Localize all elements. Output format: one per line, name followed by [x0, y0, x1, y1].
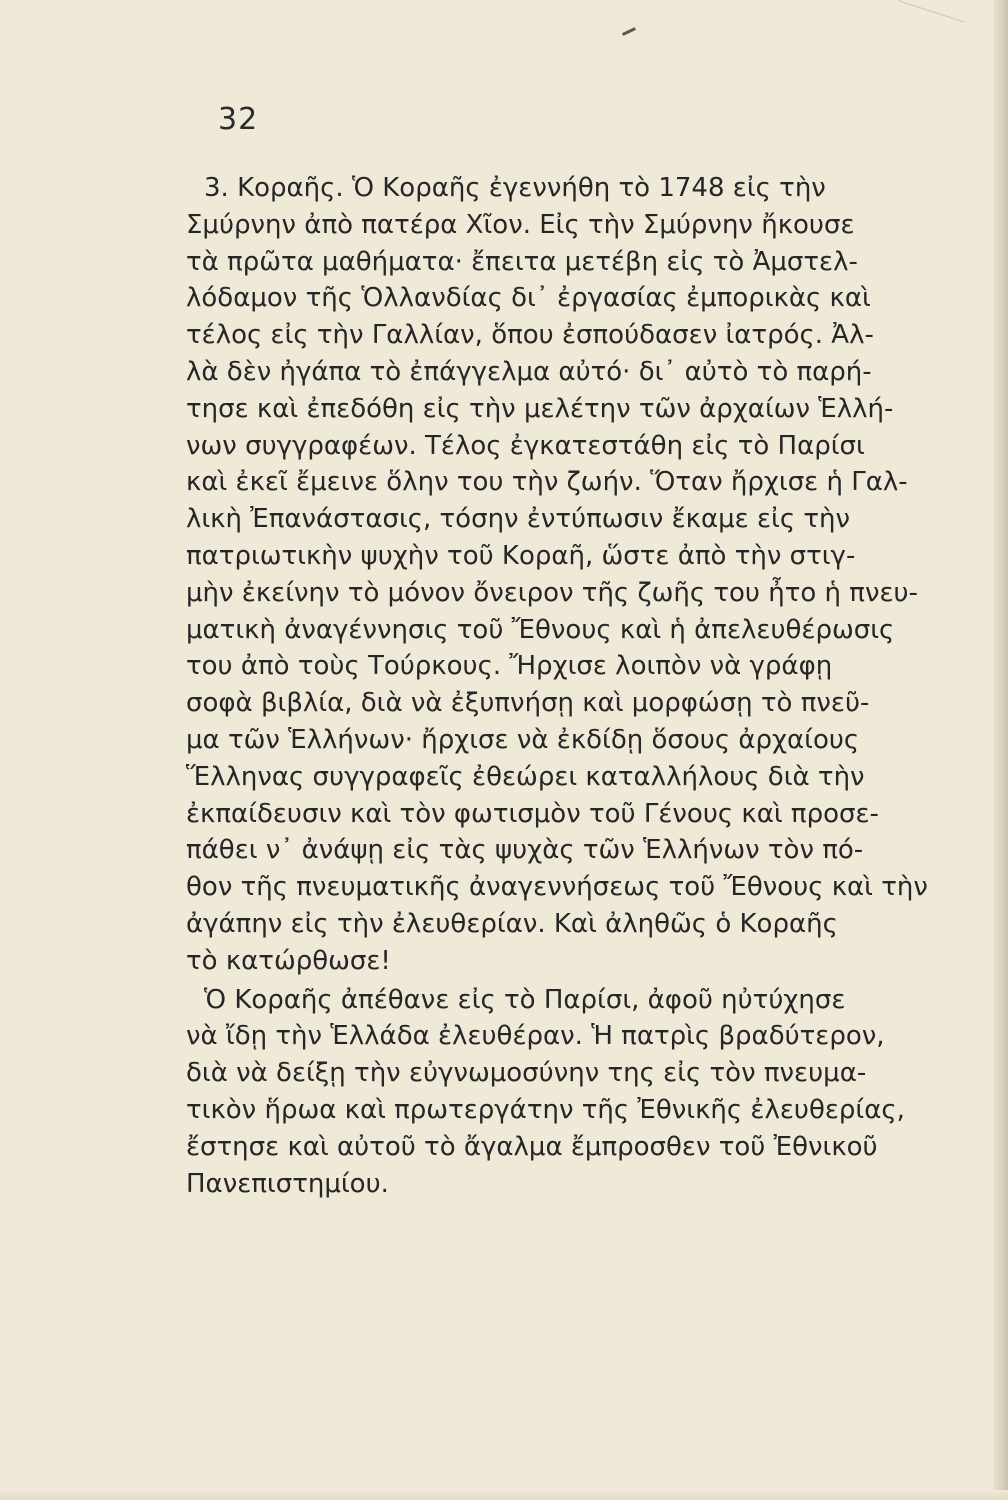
- text-line: καὶ ἐκεῖ ἔμεινε ὅλην του τὴν ζωήν. Ὅταν ἤρχισε ἡ Γαλ-: [186, 467, 908, 498]
- text-line: νων συγγραφέων. Τέλος ἐγκατεστάθη εἰς τὸ Παρίσι: [186, 430, 865, 461]
- text-line: 3. Κοραῆς. Ὁ Κοραῆς ἐγεννήθη τὸ 1748 εἰς τὴν: [204, 173, 826, 203]
- text-line: λὰ δὲν ἠγάπα τὸ ἐπάγγελμα αὐτό· δι᾽ αὐτὸ τὸ παρή-: [186, 356, 872, 387]
- body-text: [186, 170, 936, 1202]
- text-line: μα τῶν Ἑλλήνων· ἤρχισε νὰ ἐκδίδῃ ὅσους ἀρχαίους: [186, 724, 860, 755]
- page-right-edge: [994, 0, 1008, 1500]
- text-line: του ἀπὸ τοὺς Τούρκους. Ἤρχισε λοιπὸν νὰ γράφῃ: [186, 651, 833, 682]
- text-line: Πανεπιστημίου.: [186, 1168, 389, 1199]
- text-line: ἐκπαίδευσιν καὶ τὸν φωτισμὸν τοῦ Γένους καὶ προσε-: [186, 798, 879, 829]
- text-line: τὸ κατώρθωσε!: [186, 945, 391, 976]
- text-line: νὰ ἴδῃ τὴν Ἑλλάδα ἐλευθέραν. Ἡ πατρὶς βραδύτερον,: [186, 1021, 885, 1052]
- page-bottom-edge: [0, 1490, 1008, 1500]
- text-line: τὰ πρῶτα μαθήματα· ἔπειτα μετέβη εἰς τὸ Ἀμστελ-: [186, 246, 858, 277]
- corner-fold-mark: [889, 0, 965, 49]
- text-line: πάθει ν᾽ ἀνάψῃ εἰς τὰς ψυχὰς τῶν Ἑλλήνων τὸν πό-: [186, 835, 864, 866]
- paragraph-korais-death: [186, 982, 936, 1203]
- text-line: τέλος εἰς τὴν Γαλλίαν, ὅπου ἐσπούδασεν ἰατρός. Ἀλ-: [186, 320, 874, 351]
- text-line: ἔστησε καὶ αὐτοῦ τὸ ἄγαλμα ἔμπροσθεν τοῦ Ἐθνικοῦ: [186, 1131, 878, 1162]
- ink-speck: [622, 27, 636, 36]
- text-line: τησε καὶ ἐπεδόθη εἰς τὴν μελέτην τῶν ἀρχαίων Ἑλλή-: [186, 393, 894, 424]
- text-line: σοφὰ βιβλία, διὰ νὰ ἐξυπνήσῃ καὶ μορφώσῃ τὸ πνεῦ-: [186, 688, 870, 719]
- text-line: Σμύρνην ἀπὸ πατέρα Χῖον. Εἰς τὴν Σμύρνην ἤκουσε: [186, 209, 855, 240]
- text-line: Ὁ Κοραῆς ἀπέθανε εἰς τὸ Παρίσι, ἀφοῦ ηὐτύχησε: [204, 984, 846, 1015]
- paragraph-korais-biography: [186, 170, 936, 980]
- text-line: μὴν ἐκείνην τὸ μόνον ὄνειρον τῆς ζωῆς του ἦτο ἡ πνευ-: [186, 577, 918, 608]
- text-line: θον τῆς πνευματικῆς ἀναγεννήσεως τοῦ Ἔθνους καὶ τὴν: [186, 872, 928, 903]
- text-line: τικὸν ἥρωα καὶ πρωτεργάτην τῆς Ἐθνικῆς ἐλευθερίας,: [186, 1094, 905, 1125]
- text-line: ἀγάπην εἰς τὴν ἐλευθερίαν. Καὶ ἀληθῶς ὁ Κοραῆς: [186, 908, 838, 939]
- text-line: λικὴ Ἐπανάστασις, τόσην ἐντύπωσιν ἔκαμε εἰς τὴν: [186, 504, 851, 535]
- text-line: διὰ νὰ δείξῃ τὴν εὐγνωμοσύνην της εἰς τὸν πνευμα-: [186, 1058, 867, 1089]
- text-line: Ἕλληνας συγγραφεῖς ἐθεώρει καταλλήλους διὰ τὴν: [186, 761, 865, 792]
- text-line: πατριωτικὴν ψυχὴν τοῦ Κοραῆ, ὥστε ἀπὸ τὴν στιγ-: [186, 540, 856, 571]
- text-line: λόδαμον τῆς Ὁλλανδίας δι᾽ ἐργασίας ἐμπορικὰς καὶ: [186, 283, 871, 314]
- text-line: ματικὴ ἀναγέννησις τοῦ Ἔθνους καὶ ἡ ἀπελευθέρωσις: [186, 614, 895, 645]
- page-number: 32: [218, 102, 259, 137]
